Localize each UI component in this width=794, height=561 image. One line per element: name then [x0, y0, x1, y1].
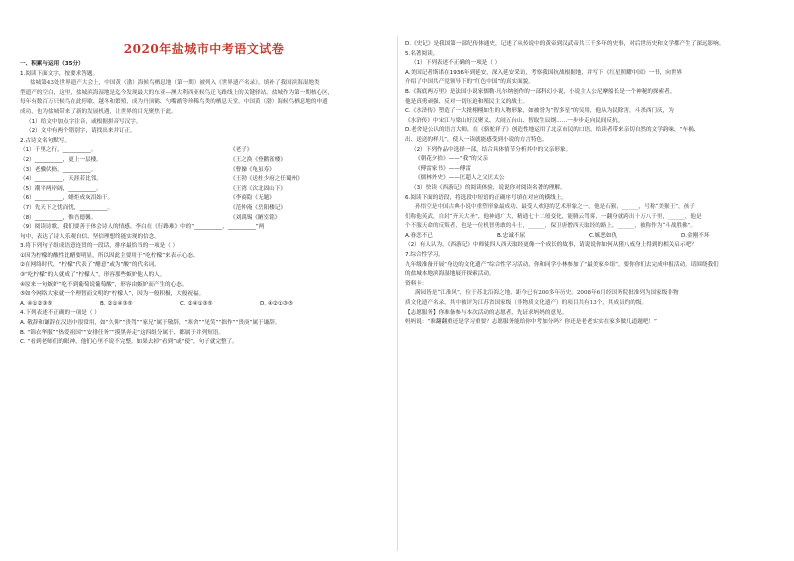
left-column: [20, 60, 388, 348]
poem-question: （3）老骥伏枥，__________。: [20, 166, 97, 173]
poem-question: （6）__________，蜡炬成灰泪始干。: [20, 195, 114, 202]
option-b: B.忠诚不屈: [497, 232, 525, 239]
right-column: [405, 40, 777, 328]
q3-item: ①因为柠檬的酸性比醋要明显，所以因此主要用于“吃柠檬”来表示心态。: [20, 252, 199, 259]
q5-item: C.《水浒传》塑造了一大批栩栩如生的人物形象，如被誉为“智多星”的吴用，他从为民除害，斗杀西门庆，为: [405, 108, 674, 115]
option-d: D.金刚不坏: [681, 232, 710, 239]
book-option: 《朝花夕拾》——“我”的父亲: [415, 156, 488, 163]
passage-line: 们称他英武，自封“齐天大圣”，他神通广大，精通七十二般变化，能腾云驾雾，一翻身就跨出十万八千里，______，他是: [405, 213, 702, 220]
question-3-instruction: 3.将下列句子组成语意连贯的一段话，排序最恰当的一项是（ ）: [20, 243, 179, 250]
q4-item: A. 敬辞和谦辞在汉语中很常用，如“久仰”“贵驾”“家兄”属于敬辞，“寒舍”“见笑”“拙作”“贵庚”属于谦辞。: [20, 320, 281, 327]
q5-item: 介绍了中国共产党领导下的“红色中国”的真实面貌。: [405, 79, 534, 86]
poem-row: [20, 166, 388, 176]
q7-intro: 的盐城本地滨海湿地展开探索活动。: [405, 271, 495, 278]
option-b: B. ②①④③⑤: [100, 300, 133, 307]
q4-item-d: D.《史记》是我国第一部纪传体通史，记述了从传说中的黄帝到汉武帝共三千多年的史事，对后世历史和文学都产生了深远影响。: [405, 41, 725, 47]
q7-dialog: 妈妈说：“准翻翻重还是学习重要？志愿服务能给你中考加分吗？你还是老老实实在家多做几道题吧！”: [405, 319, 657, 326]
sub-question: （2）下列作品中选择一部，结合具体情节分析其中的父亲形象。: [411, 146, 572, 153]
option-c: C. ②④①③⑤: [180, 300, 213, 307]
q6-options: [405, 232, 777, 242]
question-7-instruction: 7.综合性学习。: [405, 252, 444, 259]
passage-line: 个不服天命的反叛者，也是一位机智勇敢的斗士，______，保卫唐僧西天取经的路上，______，被称作为“斗战胜佛”。: [405, 223, 697, 230]
q5-item: 出、送送的样儿”，使人一读就能感受到小说的方言特色。: [405, 136, 548, 143]
q5-item: 他是真勇顽强、反对一切压迫和殖民主义的战士。: [405, 98, 529, 105]
question-5-instruction: 5.名著阅读。: [405, 50, 439, 57]
poem-source: 《王之涣《登鹳雀楼》: [230, 156, 286, 163]
passage-line: 成功，也为盐城带来了新的发展机遇，让世界的目光聚焦于此。: [20, 108, 177, 115]
poem-row: [20, 175, 388, 185]
q3-item: ②在网络时代，“柠檬”代表了“醋意”或为“酸”的代名词。: [20, 262, 160, 269]
question-6-instruction: 6.阅读下面的语段，将选段中短语的正确序号填在对应的横线上。: [405, 194, 567, 201]
q3-item: ④原来一句嫉妒“吃不到葡萄说葡萄酸”，形容由嫉妒而产生的心态。: [20, 281, 188, 288]
q4-item: B. “锦衣华服”“热爱祖国”“安排任务”“摸黑奔走”这四组分属于，都属于并列短语。: [20, 329, 224, 336]
option-a: A.眷恋不已: [405, 232, 433, 239]
poem-9: 句中，表达了诗人乐观自信、坚信理想终能实现的信念。: [20, 233, 160, 240]
column-divider: [397, 36, 398, 551]
q5-item: D.老舍是公认的语言大师，在《骆驼祥子》创造性地运用了北京市民的口语，给读者带来亲切自然的文学韵味，“车祸、: [405, 127, 700, 134]
poem-question: （5）潮平两岸阔，__________。: [20, 185, 102, 192]
q7-intro: 九年级准备开展“身边的文化遗产”综合性学习活动，你和同学小林参加了“最美家乡组”，要你你们去完成申报活动。请围绕我们: [405, 261, 719, 268]
section-heading: 一、积累与运用（35分）: [20, 61, 84, 67]
sub-question: （2）文中有两个错别字，请找出来并订正。: [26, 128, 136, 135]
option-c: C.嫉恶如仇: [589, 232, 618, 239]
poem-row: [20, 204, 388, 214]
poem-source: 《曹操《龟虽寿》: [230, 166, 275, 173]
book-option: 《儒林外史》——匡超人之父匡太公: [415, 175, 505, 182]
poem-question: （7）先天下之忧而忧，__________。: [20, 204, 114, 211]
q4-item: C. “看到老师们的眼神，他们心里不说不完整。如果去掉“看到”或“使”，句子就完整了。: [20, 339, 238, 346]
poem-9: （9）阅读诗歌，我们要善于体会诗人的情感。李白在《行路难》中的“__________，__________”两: [20, 224, 265, 231]
passage-line: 每年有数百万只候鸟在此停歇、越冬和繁殖，成为丹顶鹤、勺嘴鹬等珍稀鸟类的栖息天堂。中国黄（渤）海候鸟栖息地的申遗: [20, 99, 328, 106]
book-option: 《傅雷家书》——傅雷: [415, 165, 471, 172]
passage-line: 型遗产的空白，这里，盐城滨海湿地是迄今发现最大的东亚—澳大利西亚候鸟迁飞路线上的关键驿站，盐城作为第一期核心区，: [20, 89, 334, 96]
poem-question: （1）千里之行，__________。: [20, 147, 97, 154]
poem-row: [20, 194, 388, 204]
exam-title: 2020年盐城市中考语文试卷: [123, 42, 285, 56]
poem-row: [20, 156, 388, 166]
poem-source: 《老子》: [230, 147, 253, 154]
material-line: 满园皆是“江淮风”，位于苏北沿海之地，距今已有200多年历史。2008年6月经国务院批准列为国家级非物: [415, 290, 679, 297]
sub-question: （1）给文中加点字注音，或根据拼音写汉字。: [26, 118, 142, 125]
question-1-instruction: 1.阅读下面文字，按要求答题。: [20, 70, 99, 77]
poem-question: （2）__________，更上一层楼。: [20, 156, 102, 163]
passage-line: 盐城第43处世界遗产大会上，中国黄（渤）海候鸟栖息地（第一期）被列入《世界遗产名录》，填补了我国滨海湿地类: [30, 80, 320, 87]
poem-question: （8）__________，惟吾德馨。: [20, 214, 97, 221]
option-a: A. ④①②③⑤: [20, 300, 53, 307]
poem-question: （4）__________，天涯若比邻。: [20, 176, 102, 183]
poem-source: 《王湾《次北固山下》: [230, 185, 286, 192]
option-d: D. ④②①③⑤: [260, 300, 293, 307]
question-4-instruction: 4.下列表述不正确的一项是（ ）: [20, 310, 100, 317]
q3-item: ③“吃柠檬”的人就成了“柠檬人”，形容那些嫉妒他人的人。: [20, 272, 166, 279]
poem-source: 《李商隐《无题》: [230, 195, 275, 202]
question-2-instruction: 2.古诗文名句默写。: [20, 137, 71, 144]
q3-options: [20, 300, 388, 310]
q5-item: 《水浒传》中宋江与梁山好汉聚义、大闹五台山、智取生辰纲……一步步走向民间反抗。: [405, 117, 624, 124]
poem-row: [20, 146, 388, 156]
material-line: 质文化遗产名录，其中被评为江苏省国家级（非物质文化遗产）的项目共有13个，其成员约的级。: [405, 300, 648, 307]
sub-question: （3）快读《西游记》的阅读体验，说说你对阅读名著的理解。: [411, 184, 566, 191]
q7-task: 【志愿服务】你准备参与本次活动的志愿者，先证求妈妈的意见。: [405, 309, 568, 316]
q5-item: B.《海底两万里》是法国小说家儒勒·凡尔纳创作的一部科幻小说，小说主人公尼摩船长是一个神秘的探索者。: [405, 88, 676, 95]
poem-source: 《王勃《送杜少府之任蜀州》: [230, 176, 303, 183]
sub-question: （1）下列表述不正确的一项是（ ）: [411, 60, 501, 67]
q6-extra: （2）有人认为，《西游记》中师徒四人西天取经更像一个成长的故事，请说说你如何从猪八戒身上得到的相关启示吧？: [405, 242, 697, 249]
q5-item: A.美国记者斯诺在1936年到延安，深入延安采访，考察我国抗战根据地，并写下《红星照耀中国》一书，向世界: [405, 69, 683, 76]
poem-row: [20, 214, 388, 224]
q3-item: ⑤如今网络大家就一个理智而文明的“柠檬人”，因为一般积极，大般祝福。: [20, 291, 205, 298]
poem-row: [20, 185, 388, 195]
passage-line: 孙悟空是中国古典小说中重塑形象最成功、最受人欢迎的艺术形象之一。他是石猴，______，号称“美猴王”，孩子: [415, 204, 695, 211]
poem-source: 《范仲淹《岳阳楼记》: [230, 204, 286, 211]
material-label: 资料卡：: [405, 280, 428, 287]
poem-source: 《刘禹锡《陋室铭》: [230, 214, 281, 221]
